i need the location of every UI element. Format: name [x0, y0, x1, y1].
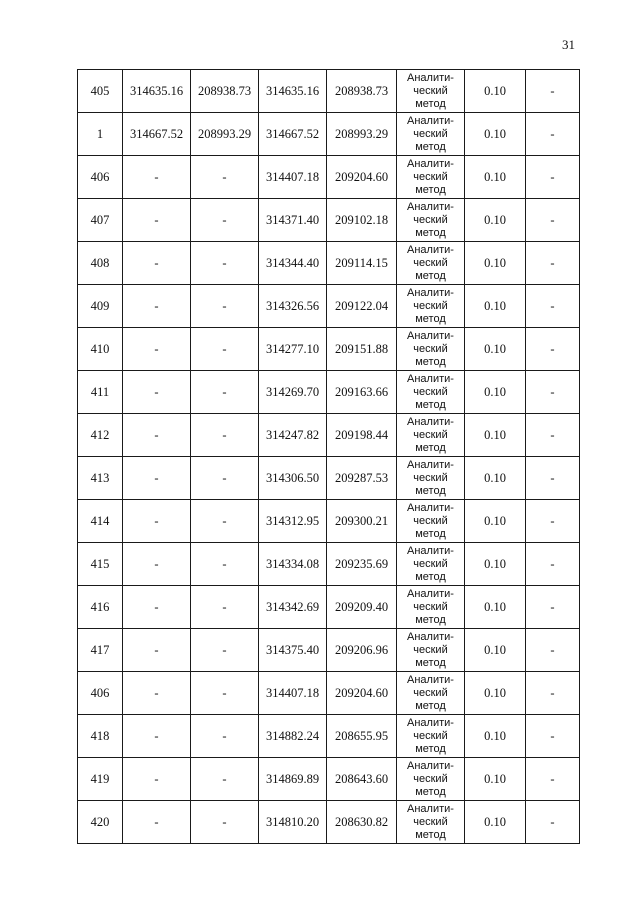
point-cell: 413 [78, 457, 123, 500]
accuracy-cell: 0.10 [465, 414, 526, 457]
x-old-cell: - [123, 758, 191, 801]
note-cell: - [526, 328, 580, 371]
y-new-cell: 208993.29 [327, 113, 397, 156]
method-text-line: ческий [413, 256, 448, 269]
table-row [78, 328, 580, 371]
y-old-cell: - [191, 242, 259, 285]
y-old-cell: - [191, 543, 259, 586]
method-text-line: метод [415, 828, 446, 841]
method-text-line: метод [415, 613, 446, 626]
y-old-cell: - [191, 758, 259, 801]
accuracy-cell: 0.10 [465, 586, 526, 629]
method-text-line: метод [415, 355, 446, 368]
y-old-cell: - [191, 672, 259, 715]
y-new-cell: 208630.82 [327, 801, 397, 844]
method-cell [397, 371, 465, 414]
point-cell: 406 [78, 672, 123, 715]
x-old-cell: - [123, 500, 191, 543]
method-cell [397, 414, 465, 457]
method-cell [397, 500, 465, 543]
method-text-line: Аналити- [407, 372, 454, 385]
x-new-cell: 314277.10 [259, 328, 327, 371]
point-cell: 417 [78, 629, 123, 672]
method-text-line: Аналити- [407, 673, 454, 686]
x-new-cell: 314247.82 [259, 414, 327, 457]
note-cell: - [526, 543, 580, 586]
method-text-line: метод [415, 527, 446, 540]
method-text-line: ческий [413, 772, 448, 785]
table-row [78, 543, 580, 586]
accuracy-cell: 0.10 [465, 500, 526, 543]
accuracy-cell: 0.10 [465, 156, 526, 199]
method-text-line: метод [415, 183, 446, 196]
x-old-cell: - [123, 672, 191, 715]
method-cell [397, 242, 465, 285]
accuracy-cell: 0.10 [465, 199, 526, 242]
note-cell: - [526, 801, 580, 844]
accuracy-cell: 0.10 [465, 715, 526, 758]
table-row [78, 629, 580, 672]
note-cell: - [526, 758, 580, 801]
method-text-line: метод [415, 656, 446, 669]
x-old-cell: - [123, 414, 191, 457]
y-new-cell: 209209.40 [327, 586, 397, 629]
method-text-line: ческий [413, 428, 448, 441]
y-new-cell: 209122.04 [327, 285, 397, 328]
point-cell: 418 [78, 715, 123, 758]
y-new-cell: 209198.44 [327, 414, 397, 457]
table-row [78, 285, 580, 328]
method-cell [397, 285, 465, 328]
accuracy-cell: 0.10 [465, 242, 526, 285]
y-old-cell: - [191, 457, 259, 500]
y-new-cell: 208655.95 [327, 715, 397, 758]
accuracy-cell: 0.10 [465, 457, 526, 500]
method-text-line: ческий [413, 471, 448, 484]
method-text-line: Аналити- [407, 286, 454, 299]
method-text-line: ческий [413, 600, 448, 613]
y-new-cell: 209102.18 [327, 199, 397, 242]
point-cell: 408 [78, 242, 123, 285]
x-old-cell: - [123, 715, 191, 758]
method-text-line: Аналити- [407, 458, 454, 471]
y-new-cell: 209114.15 [327, 242, 397, 285]
table-row [78, 156, 580, 199]
x-old-cell: - [123, 199, 191, 242]
method-text-line: ческий [413, 815, 448, 828]
accuracy-cell: 0.10 [465, 113, 526, 156]
x-new-cell: 314371.40 [259, 199, 327, 242]
method-text-line: ческий [413, 514, 448, 527]
accuracy-cell: 0.10 [465, 70, 526, 113]
method-text-line: метод [415, 441, 446, 454]
point-cell: 1 [78, 113, 123, 156]
point-cell: 412 [78, 414, 123, 457]
x-old-cell: - [123, 285, 191, 328]
accuracy-cell: 0.10 [465, 758, 526, 801]
table-row [78, 70, 580, 113]
y-old-cell: - [191, 586, 259, 629]
y-new-cell: 209151.88 [327, 328, 397, 371]
table-row [78, 414, 580, 457]
method-text-line: ческий [413, 127, 448, 140]
x-new-cell: 314635.16 [259, 70, 327, 113]
method-text-line: метод [415, 699, 446, 712]
accuracy-cell: 0.10 [465, 371, 526, 414]
method-text-line: ческий [413, 729, 448, 742]
point-cell: 407 [78, 199, 123, 242]
note-cell: - [526, 457, 580, 500]
point-cell: 419 [78, 758, 123, 801]
coordinates-table [77, 69, 580, 844]
y-old-cell: - [191, 285, 259, 328]
method-text-line: ческий [413, 643, 448, 656]
method-cell [397, 672, 465, 715]
table-row [78, 457, 580, 500]
point-cell: 409 [78, 285, 123, 328]
table-row [78, 801, 580, 844]
x-new-cell: 314882.24 [259, 715, 327, 758]
y-old-cell: - [191, 629, 259, 672]
method-text-line: ческий [413, 342, 448, 355]
point-cell: 416 [78, 586, 123, 629]
table-row [78, 758, 580, 801]
y-new-cell: 209235.69 [327, 543, 397, 586]
note-cell: - [526, 414, 580, 457]
x-new-cell: 314407.18 [259, 156, 327, 199]
x-old-cell: - [123, 156, 191, 199]
x-old-cell: - [123, 629, 191, 672]
method-text-line: Аналити- [407, 802, 454, 815]
method-cell [397, 586, 465, 629]
y-new-cell: 209204.60 [327, 672, 397, 715]
point-cell: 410 [78, 328, 123, 371]
note-cell: - [526, 70, 580, 113]
note-cell: - [526, 156, 580, 199]
y-old-cell: - [191, 414, 259, 457]
x-new-cell: 314344.40 [259, 242, 327, 285]
method-text-line: Аналити- [407, 415, 454, 428]
x-old-cell: - [123, 586, 191, 629]
table-row [78, 242, 580, 285]
note-cell: - [526, 242, 580, 285]
method-text-line: метод [415, 140, 446, 153]
table-row [78, 371, 580, 414]
x-old-cell: - [123, 242, 191, 285]
method-cell [397, 715, 465, 758]
note-cell: - [526, 285, 580, 328]
accuracy-cell: 0.10 [465, 328, 526, 371]
y-old-cell: 208993.29 [191, 113, 259, 156]
table-row [78, 199, 580, 242]
accuracy-cell: 0.10 [465, 629, 526, 672]
method-text-line: Аналити- [407, 114, 454, 127]
x-old-cell: - [123, 457, 191, 500]
y-old-cell: - [191, 715, 259, 758]
method-text-line: ческий [413, 557, 448, 570]
note-cell: - [526, 371, 580, 414]
method-text-line: метод [415, 398, 446, 411]
x-old-cell: - [123, 328, 191, 371]
method-text-line: метод [415, 484, 446, 497]
y-old-cell: 208938.73 [191, 70, 259, 113]
point-cell: 411 [78, 371, 123, 414]
y-new-cell: 209204.60 [327, 156, 397, 199]
note-cell: - [526, 586, 580, 629]
method-text-line: Аналити- [407, 71, 454, 84]
y-old-cell: - [191, 801, 259, 844]
method-text-line: метод [415, 97, 446, 110]
accuracy-cell: 0.10 [465, 285, 526, 328]
page-number: 31 [562, 37, 575, 52]
method-text-line: ческий [413, 385, 448, 398]
y-new-cell: 209206.96 [327, 629, 397, 672]
method-text-line: Аналити- [407, 716, 454, 729]
method-text-line: ческий [413, 84, 448, 97]
table-row [78, 715, 580, 758]
y-new-cell: 209300.21 [327, 500, 397, 543]
x-new-cell: 314342.69 [259, 586, 327, 629]
accuracy-cell: 0.10 [465, 543, 526, 586]
method-cell [397, 801, 465, 844]
x-old-cell: - [123, 543, 191, 586]
y-old-cell: - [191, 500, 259, 543]
table-row [78, 113, 580, 156]
method-text-line: Аналити- [407, 329, 454, 342]
method-cell [397, 543, 465, 586]
x-new-cell: 314407.18 [259, 672, 327, 715]
note-cell: - [526, 715, 580, 758]
x-new-cell: 314306.50 [259, 457, 327, 500]
table-row [78, 672, 580, 715]
method-cell [397, 457, 465, 500]
point-cell: 406 [78, 156, 123, 199]
x-new-cell: 314326.56 [259, 285, 327, 328]
method-cell [397, 629, 465, 672]
method-cell [397, 758, 465, 801]
x-new-cell: 314667.52 [259, 113, 327, 156]
method-text-line: Аналити- [407, 243, 454, 256]
method-text-line: ческий [413, 213, 448, 226]
y-new-cell: 209287.53 [327, 457, 397, 500]
x-new-cell: 314312.95 [259, 500, 327, 543]
note-cell: - [526, 500, 580, 543]
y-old-cell: - [191, 156, 259, 199]
method-text-line: метод [415, 226, 446, 239]
method-text-line: Аналити- [407, 544, 454, 557]
method-cell [397, 328, 465, 371]
note-cell: - [526, 629, 580, 672]
y-new-cell: 209163.66 [327, 371, 397, 414]
table-row [78, 586, 580, 629]
method-text-line: ческий [413, 170, 448, 183]
table-body [78, 70, 580, 844]
method-text-line: Аналити- [407, 200, 454, 213]
method-text-line: метод [415, 269, 446, 282]
method-text-line: Аналити- [407, 587, 454, 600]
point-cell: 405 [78, 70, 123, 113]
method-cell [397, 199, 465, 242]
note-cell: - [526, 113, 580, 156]
y-new-cell: 208643.60 [327, 758, 397, 801]
method-text-line: ческий [413, 686, 448, 699]
method-text-line: Аналити- [407, 501, 454, 514]
y-new-cell: 208938.73 [327, 70, 397, 113]
x-new-cell: 314869.89 [259, 758, 327, 801]
x-old-cell: - [123, 801, 191, 844]
method-cell [397, 70, 465, 113]
method-text-line: метод [415, 785, 446, 798]
method-text-line: Аналити- [407, 157, 454, 170]
x-new-cell: 314810.20 [259, 801, 327, 844]
accuracy-cell: 0.10 [465, 801, 526, 844]
method-text-line: метод [415, 742, 446, 755]
note-cell: - [526, 672, 580, 715]
point-cell: 415 [78, 543, 123, 586]
y-old-cell: - [191, 328, 259, 371]
method-text-line: Аналити- [407, 759, 454, 772]
x-new-cell: 314269.70 [259, 371, 327, 414]
method-cell [397, 113, 465, 156]
note-cell: - [526, 199, 580, 242]
method-cell [397, 156, 465, 199]
table-row [78, 500, 580, 543]
x-old-cell: 314667.52 [123, 113, 191, 156]
method-text-line: метод [415, 312, 446, 325]
y-old-cell: - [191, 199, 259, 242]
accuracy-cell: 0.10 [465, 672, 526, 715]
x-old-cell: - [123, 371, 191, 414]
method-text-line: ческий [413, 299, 448, 312]
method-text-line: метод [415, 570, 446, 583]
x-new-cell: 314375.40 [259, 629, 327, 672]
point-cell: 414 [78, 500, 123, 543]
x-new-cell: 314334.08 [259, 543, 327, 586]
y-old-cell: - [191, 371, 259, 414]
point-cell: 420 [78, 801, 123, 844]
method-text-line: Аналити- [407, 630, 454, 643]
x-old-cell: 314635.16 [123, 70, 191, 113]
